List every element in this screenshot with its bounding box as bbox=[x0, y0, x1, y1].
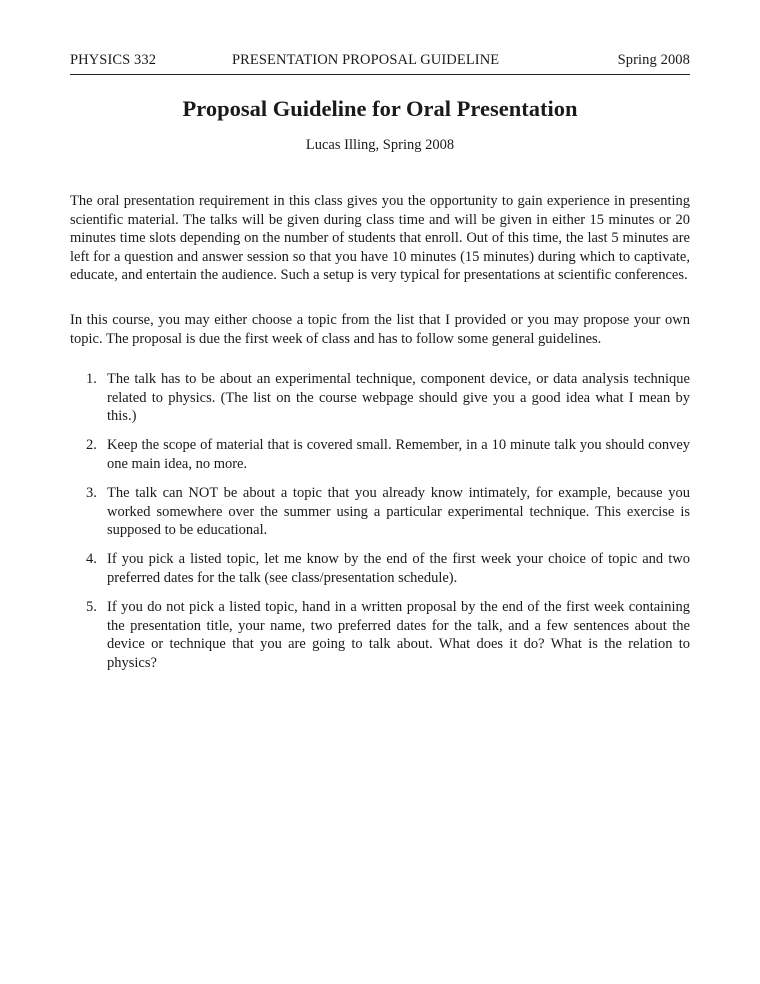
header-course: PHYSICS 332 bbox=[70, 52, 157, 68]
page-title: Proposal Guideline for Oral Presentation bbox=[182, 96, 578, 121]
running-header bbox=[70, 50, 690, 75]
guidelines-list bbox=[70, 370, 690, 683]
list-item bbox=[70, 484, 690, 540]
list-item bbox=[70, 550, 690, 587]
list-item-number: 2. bbox=[86, 437, 97, 454]
list-item-text: The talk has to be about an experimental technique, component device, or data analysis technique related to physics. (The list on the course webpage should give you a good idea what I mean by this.) bbox=[107, 371, 690, 425]
list-item-number: 3. bbox=[86, 484, 97, 501]
list-item-text: If you do not pick a listed topic, hand in a written proposal by the end of the first week containing the presentation title, your name, two preferred dates for the talk, and a few sentences about the device or technique that you are going to talk about. What does it do? What is the relation to physics? bbox=[107, 598, 690, 671]
list-item-text: The talk can NOT be about a topic that you already know intimately, for example, because you worked somewhere over the summer using a particular experimental technique. This exercise is supposed to be educational. bbox=[107, 484, 690, 539]
intro-paragraph: The oral presentation requirement in this class gives you the opportunity to gain experience in presenting scientific material. The talks will be given during class time and will be given in either 15 minutes or 20 minutes time slots depending on the number of students that enroll. Out of this time, the last 5 minutes are left for a question and answer session so that you have 10 minutes (15 minutes) during which to captivate, educate, and entertain the audience. Such a setup is very typical for presentations at scientific conferences. bbox=[70, 193, 690, 284]
header-term: Spring 2008 bbox=[617, 52, 690, 68]
list-item bbox=[70, 598, 690, 672]
list-item-number: 5. bbox=[86, 598, 97, 615]
header-document-label: PRESENTATION PROPOSAL GUIDELINE bbox=[232, 52, 500, 68]
list-item-text: Keep the scope of material that is covered small. Remember, in a 10 minute talk you should convey one main idea, no more. bbox=[107, 437, 690, 472]
list-item-number: 4. bbox=[86, 551, 97, 568]
author-line: Lucas Illing, Spring 2008 bbox=[305, 137, 455, 153]
list-item-text: If you pick a listed topic, let me know by the end of the first week your choice of topic and two preferred dates for the talk (see class/presentation schedule). bbox=[107, 551, 690, 586]
course-paragraph: In this course, you may either choose a topic from the list that I provided or you may propose your own topic. The proposal is due the first week of class and has to follow some general guidelines. bbox=[70, 312, 690, 347]
list-item-number: 1. bbox=[86, 371, 97, 387]
list-item bbox=[70, 436, 690, 473]
list-item bbox=[70, 370, 690, 426]
